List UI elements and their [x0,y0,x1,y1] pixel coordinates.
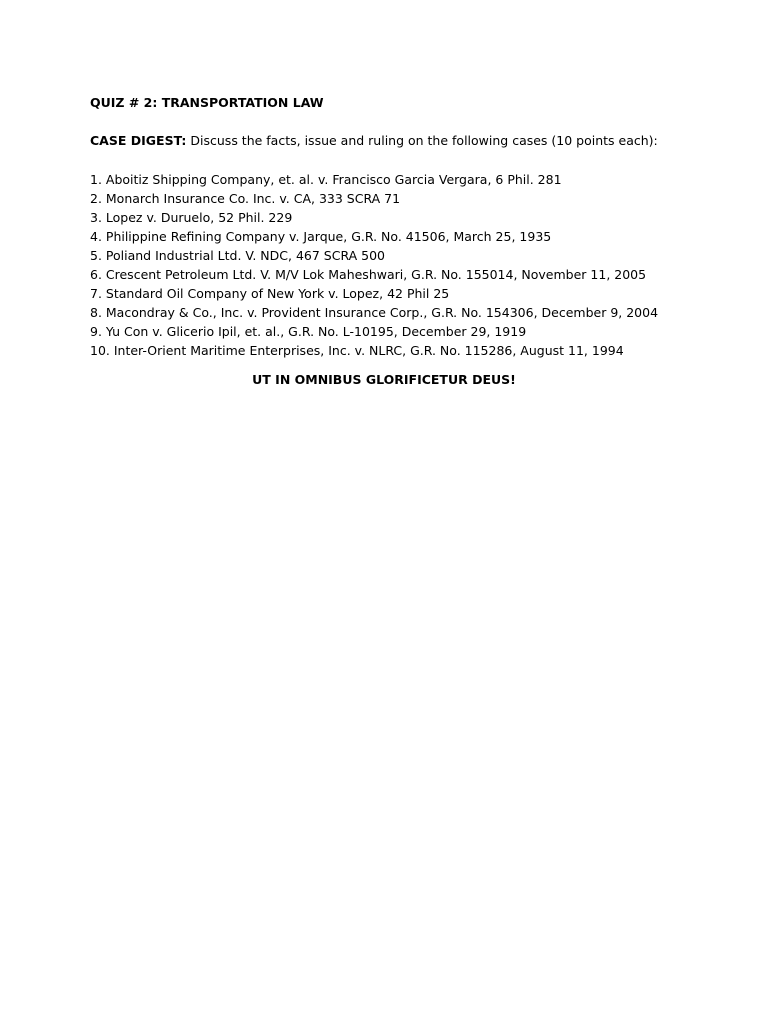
case-item: 9. Yu Con v. Glicerio Ipil, et. al., G.R. No. L-10195, December 29, 1919 [90,324,527,339]
instruction-lead: CASE DIGEST: [90,133,187,148]
case-item: 5. Poliand Industrial Ltd. V. NDC, 467 SCRA 500 [90,248,386,263]
case-item: 6. Crescent Petroleum Ltd. V. M/V Lok Maheshwari, G.R. No. 155014, November 11, 2005 [90,267,647,282]
case-item: 2. Monarch Insurance Co. Inc. v. CA, 333 SCRA 71 [90,191,401,206]
quiz-title: QUIZ # 2: TRANSPORTATION LAW [90,95,324,110]
instruction-text: Discuss the facts, issue and ruling on the following cases (10 points each): [186,133,658,148]
case-item: 3. Lopez v. Duruelo, 52 Phil. 229 [90,210,293,225]
closing-motto: UT IN OMNIBUS GLORIFICETUR DEUS! [252,372,516,387]
case-item: 7. Standard Oil Company of New York v. Lopez, 42 Phil 25 [90,286,450,301]
case-item: 1. Aboitiz Shipping Company, et. al. v. Francisco Garcia Vergara, 6 Phil. 281 [90,172,562,187]
case-list [90,170,730,360]
case-digest-instruction [90,132,730,149]
document-body [90,94,730,388]
case-item: 4. Philippine Refining Company v. Jarque, G.R. No. 41506, March 25, 1935 [90,229,552,244]
case-item: 8. Macondray & Co., Inc. v. Provident Insurance Corp., G.R. No. 154306, December 9, 2004 [90,305,659,320]
case-item: 10. Inter-Orient Maritime Enterprises, Inc. v. NLRC, G.R. No. 115286, August 11, 1994 [90,343,624,358]
